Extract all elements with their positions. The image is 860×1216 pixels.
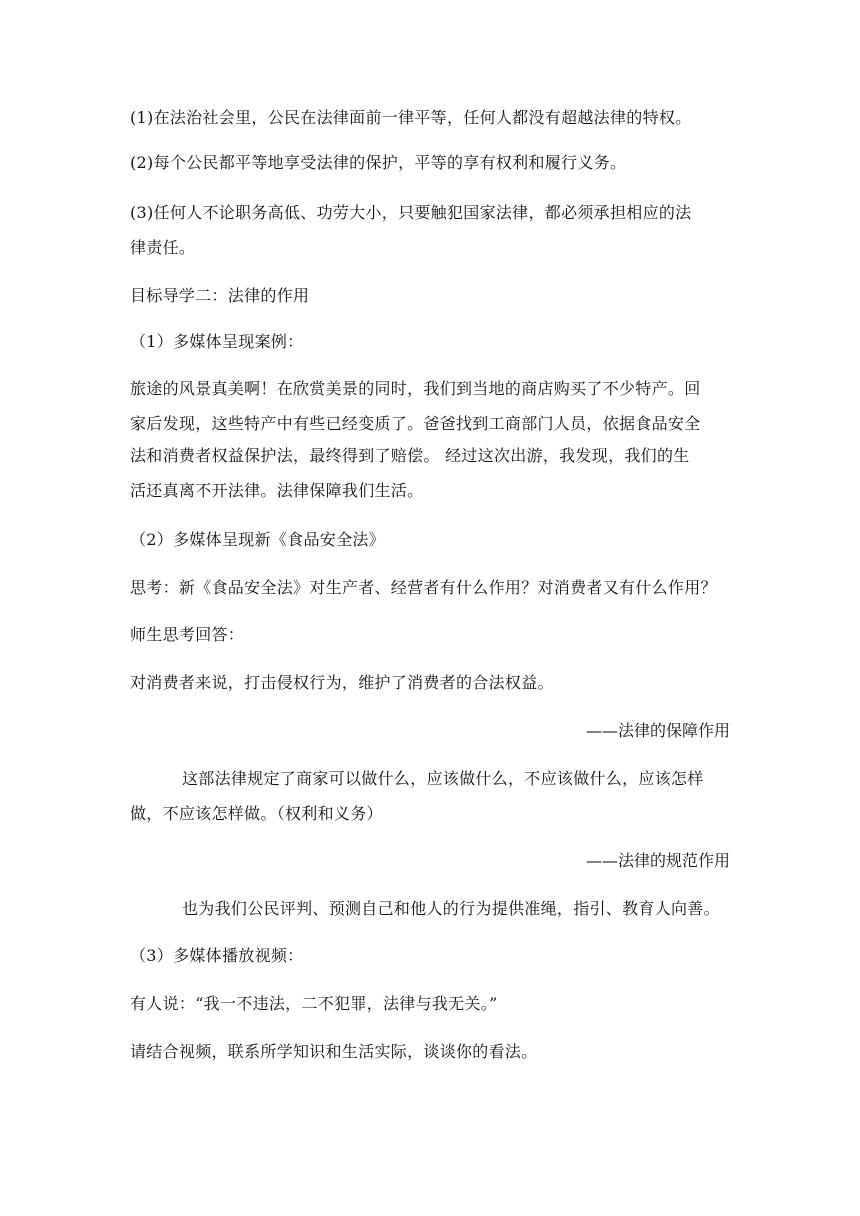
question-text: 思考：新《食品安全法》对生产者、经营者有什么作用？对消费者又有什么作用？ [130, 578, 717, 597]
subsection-2-heading: （2）多媒体呈现新《食品安全法》 [130, 530, 385, 549]
case-paragraph-line-4: 活还真离不开法律。法律保障我们生活。 [130, 481, 424, 500]
case-paragraph-line-3: 法和消费者权益保护法，最终得到了赔偿。 经过这次出游，我发现，我们的生 [130, 446, 690, 465]
point-2-text: (2)每个公民都平等地享受法律的保护，平等的享有权利和履行义务。 [130, 153, 627, 172]
subsection-1-heading: （1）多媒体呈现案例： [130, 332, 304, 351]
point-3-text-line-1: (3)任何人不论职务高低、功劳大小，只要触犯国家法律，都必须承担相应的法 [130, 203, 692, 222]
norm-paragraph-line-2: 做，不应该怎样做。（权利和义务） [130, 804, 383, 823]
norm-paragraph-line-1: 这部法律规定了商家可以做什么，应该做什么，不应该做什么，应该怎样 [182, 769, 704, 788]
section-heading: 目标导学二：法律的作用 [130, 286, 310, 305]
quote-text: 有人说：“我一不违法，二不犯罪，法律与我无关。” [130, 994, 498, 1013]
point-3-text-line-2: 律责任。 [130, 238, 196, 257]
point-1-text: (1)在法治社会里，公民在法律面前一律平等，任何人都没有超越法律的特权。 [130, 108, 692, 127]
guidance-paragraph: 也为我们公民评判、预测自己和他人的行为提供准绳，指引、教育人向善。 [182, 899, 720, 918]
answer-intro: 师生思考回答： [130, 625, 245, 644]
guarantee-role-attribution: ——法律的保障作用 [585, 721, 730, 740]
subsection-3-heading: （3）多媒体播放视频： [130, 946, 304, 965]
case-paragraph-line-1: 旅途的风景真美啊！在欣赏美景的同时，我们到当地的商店购买了不少特产。回 [130, 379, 701, 398]
case-paragraph-line-2: 家后发现，这些特产中有些已经变质了。爸爸找到工商部门人员，依据食品安全 [130, 414, 701, 433]
answer-consumer-text: 对消费者来说，打击侵权行为，维护了消费者的合法权益。 [130, 673, 554, 692]
discussion-prompt: 请结合视频，联系所学知识和生活实际，谈谈你的看法。 [130, 1042, 538, 1061]
norm-role-attribution: ——法律的规范作用 [585, 851, 730, 870]
